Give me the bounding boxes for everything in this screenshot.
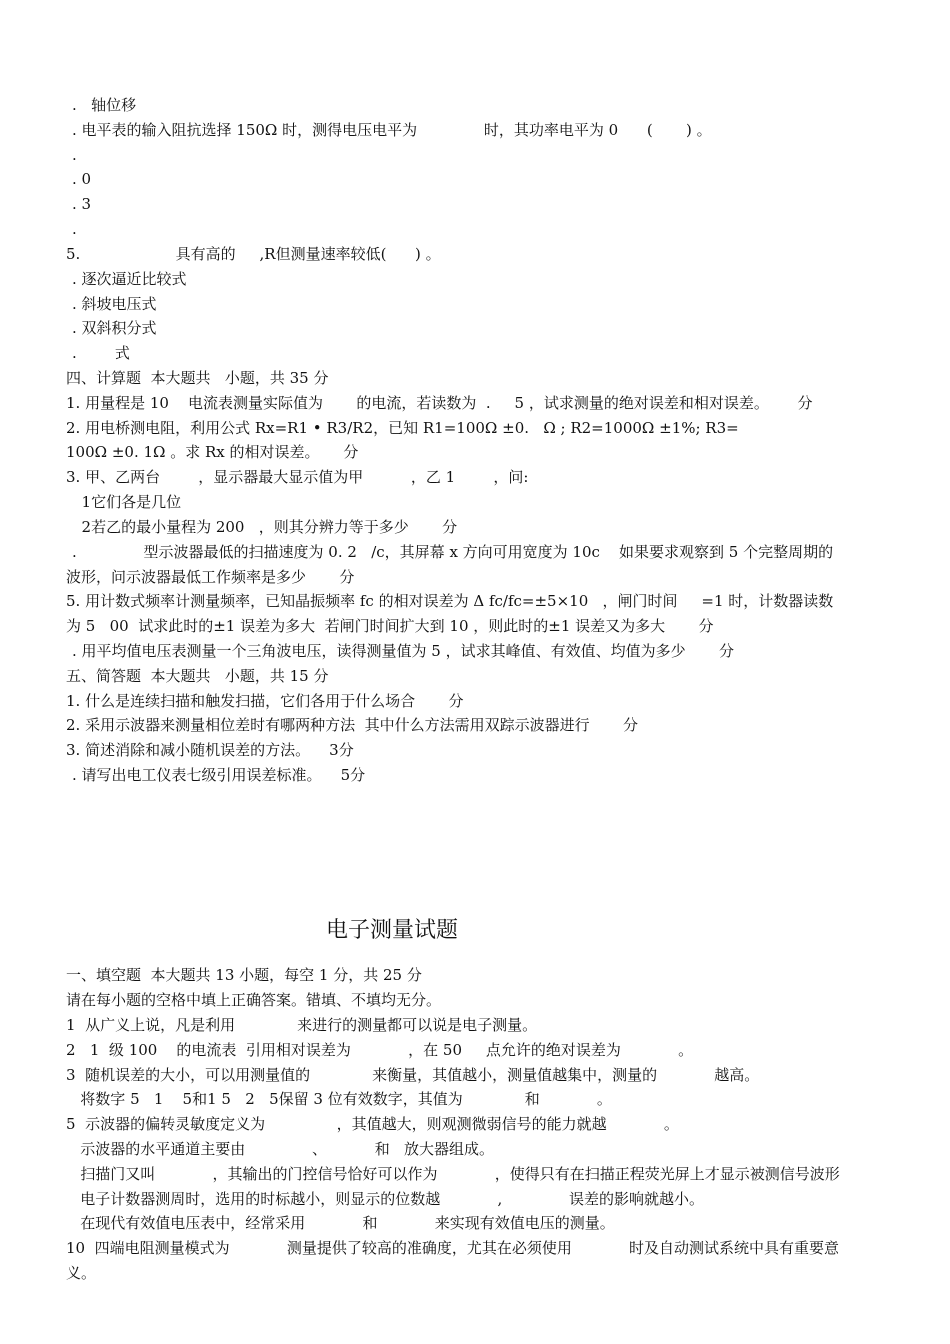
text-line: 10 四端电阻测量模式为 测量提供了较高的准确度，尤其在必须使用 时及自动测试系统中具有重要意 bbox=[66, 1239, 840, 1257]
text-line: 2 1 级 100 的电流表 引用相对误差为 ，在 50 点允许的绝对误差为 。 bbox=[66, 1041, 694, 1059]
text-line: 2. 用电桥测电阻，利用公式 Rx=R1 • R3/R2，已知 R1=100Ω ±0. Ω ; R2=1000Ω ±1%; R3= bbox=[66, 419, 739, 437]
text-line: 5. 用计数式频率计测量频率，已知晶振频率 fc 的相对误差为 Δ fc/fc=±5×10 ，闸门时间 =1 时，计数器读数 bbox=[66, 592, 834, 610]
text-line: 1. 什么是连续扫描和触发扫描，它们各用于什么场合 分 bbox=[66, 692, 464, 710]
text-line: 波形，问示波器最低工作频率是多少 分 bbox=[66, 568, 355, 586]
text-line: . 式 bbox=[72, 344, 130, 362]
section-heading: 一、填空题 本大题共 13 小题，每空 1 分，共 25 分 bbox=[66, 966, 422, 984]
text-line: 1它们各是几位 bbox=[72, 493, 182, 511]
text-line: . 用平均值电压表测量一个三角波电压，读得测量值为 5 ，试求其峰值、有效值、均值为多少 分 bbox=[72, 642, 734, 660]
text-line: 3. 简述消除和减小随机误差的方法。 3分 bbox=[66, 741, 354, 759]
text-line: 100Ω ±0. 1Ω 。求 Rx 的相对误差。 分 bbox=[66, 443, 359, 461]
text-line: 3 随机误差的大小，可以用测量值的 来衡量，其值越小，测量值越集中，测量的 越高。 bbox=[66, 1066, 760, 1084]
text-line: 为 5 00 试求此时的±1 误差为多大 若闸门时间扩大到 10 ，则此时的±1 误差又为多大 分 bbox=[66, 617, 714, 635]
text-line: 示波器的水平通道主要由 、 和 放大器组成。 bbox=[66, 1140, 495, 1158]
text-line: 5. 具有高的 ,R但测量速率较低( ) 。 bbox=[66, 245, 441, 263]
text-line: . 请写出电工仪表七级引用误差标准。 5分 bbox=[72, 766, 366, 784]
text-line: . 0 bbox=[72, 170, 92, 188]
text-line: . 电平表的输入阻抗选择 150Ω 时，测得电压电平为 时，其功率电平为 0 ( ) 。 bbox=[72, 121, 712, 139]
text-line: 扫描门又叫 ，其输出的门控信号恰好可以作为 ，使得只有在扫描正程荧光屏上才显示被测信号波形 bbox=[66, 1165, 840, 1183]
text-line: 2. 采用示波器来测量相位差时有哪两种方法 其中什么方法需用双踪示波器进行 分 bbox=[66, 716, 638, 734]
section-heading: 五、简答题 本大题共 小题，共 15 分 bbox=[66, 667, 329, 685]
text-line: 将数字 5 1 5和1 5 2 5保留 3 位有效数字，其值为 和 。 bbox=[66, 1090, 612, 1108]
text-line: 2若乙的最小量程为 200 ，则其分辨力等于多少 分 bbox=[72, 518, 458, 536]
text-line: . bbox=[72, 146, 77, 164]
text-line: . 型示波器最低的扫描速度为 0. 2 /c，其屏幕 x 方向可用宽度为 10c 如果要求观察到 5 个完整周期的 bbox=[72, 543, 834, 561]
text-line: 电子计数器测周时，选用的时标越小，则显示的位数越 , 误差的影响就越小。 bbox=[66, 1190, 705, 1208]
text-line: 请在每小题的空格中填上正确答案。错填、不填均无分。 bbox=[66, 991, 442, 1009]
text-line: 3. 甲、乙两台 ，显示器最大显示值为甲 ，乙 1 ，问: bbox=[66, 468, 529, 486]
text-line: . 斜坡电压式 bbox=[72, 295, 157, 313]
text-line: . bbox=[72, 220, 77, 238]
text-line: . 3 bbox=[72, 195, 92, 213]
text-line: . 轴位移 bbox=[72, 96, 137, 114]
text-line: . 逐次逼近比较式 bbox=[72, 270, 187, 288]
text-line: 1. 用量程是 10 电流表测量实际值为 的电流，若读数为 . 5 ，试求测量的绝对误差和相对误差。 分 bbox=[66, 394, 813, 412]
section-heading: 四、计算题 本大题共 小题，共 35 分 bbox=[66, 369, 329, 387]
text-line: 1 从广义上说，凡是利用 来进行的测量都可以说是电子测量。 bbox=[66, 1016, 538, 1034]
text-line: 在现代有效值电压表中，经常采用 和 来实现有效值电压的测量。 bbox=[66, 1214, 615, 1232]
text-line: . 双斜积分式 bbox=[72, 319, 157, 337]
page-title: 电子测量试题 bbox=[325, 918, 458, 943]
text-line: 义。 bbox=[66, 1264, 97, 1282]
text-line: 5 示波器的偏转灵敏度定义为 ，其值越大，则观测微弱信号的能力就越 。 bbox=[66, 1115, 679, 1133]
